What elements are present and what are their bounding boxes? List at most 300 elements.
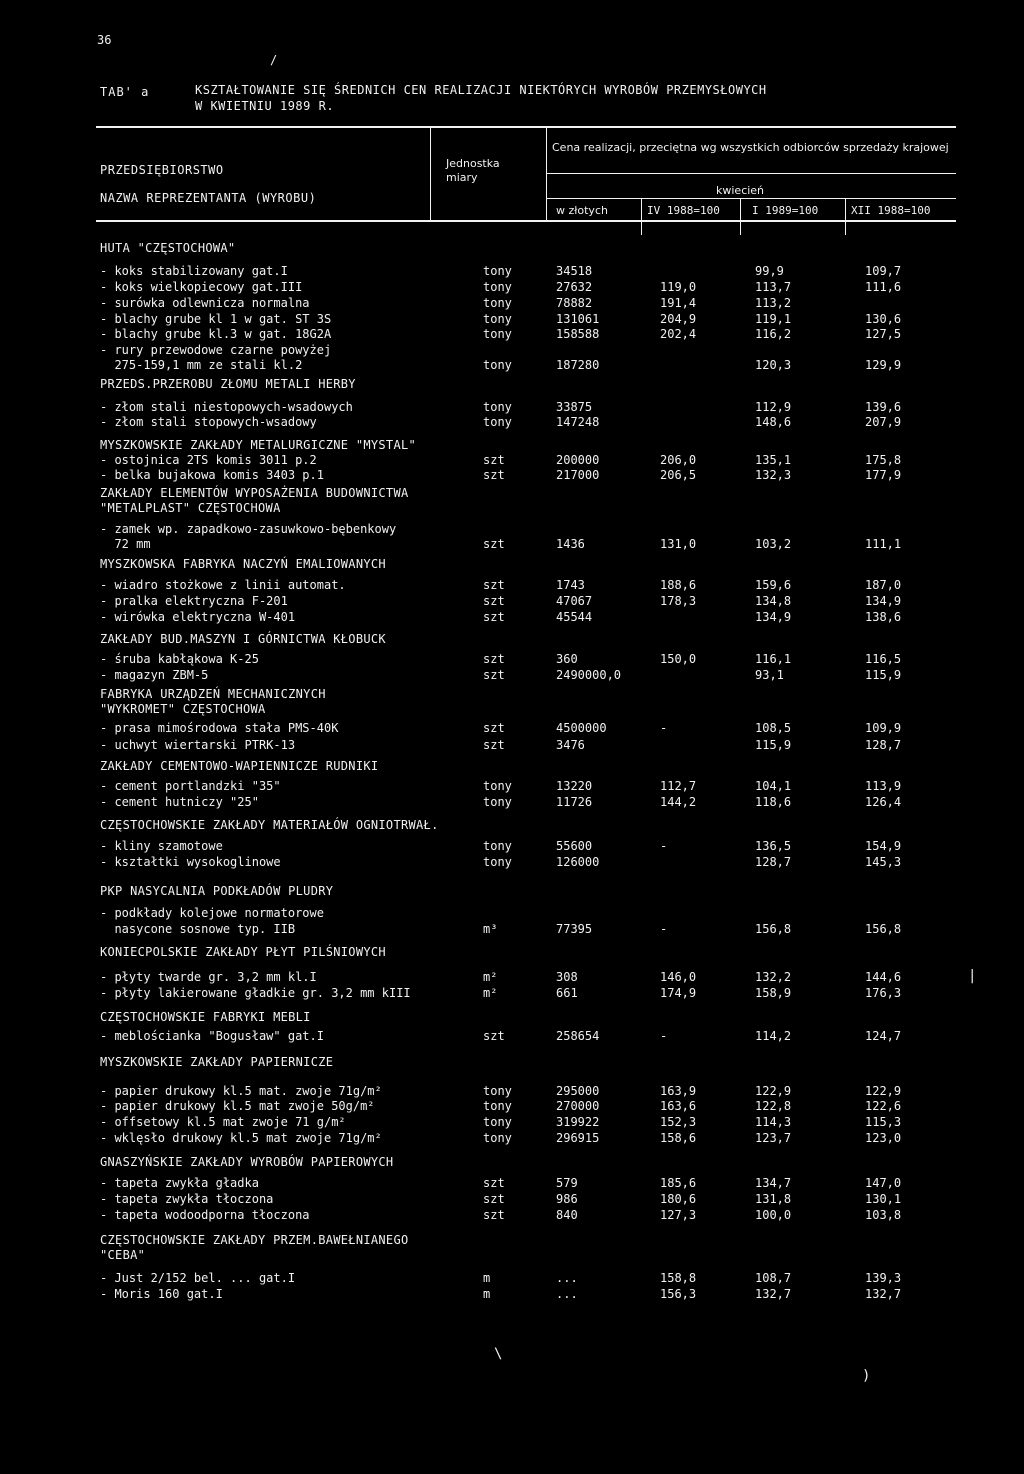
index-xii1988-cell: 115,3 [865, 1115, 902, 1129]
product-name: - koks wielkopiecowy gat.III [100, 280, 303, 294]
price-zl-cell: 27632 [556, 280, 593, 294]
table-row [0, 1207, 1024, 1223]
unit-cell: tony [483, 839, 512, 853]
header-vline-3 [641, 199, 642, 235]
company-group-row [0, 240, 1024, 256]
product-name: - zamek wp. zapadkowo-zasuwkowo-bębenkowy [100, 522, 397, 536]
table-row [0, 720, 1024, 736]
product-name: - kształtki wysokoglinowe [100, 855, 281, 869]
price-zl-cell: 47067 [556, 594, 593, 608]
index-i1989-cell: 132,2 [755, 970, 792, 984]
product-name: - blachy grube kl.3 w gat. 18G2A [100, 327, 332, 341]
index-i1989-cell: 116,2 [755, 327, 792, 341]
company-group-row [0, 758, 1024, 774]
header-vline-5 [845, 199, 846, 235]
table-row [0, 593, 1024, 609]
index-xii1988-cell: 122,9 [865, 1084, 902, 1098]
price-zl-cell: 11726 [556, 795, 593, 809]
index-i1989-cell: 115,9 [755, 738, 792, 752]
company-name: KONIECPOLSKIE ZAKŁADY PŁYT PILŚNIOWYCH [100, 945, 386, 959]
price-zl-cell: ... [556, 1287, 578, 1301]
product-name: - pralka elektryczna F-201 [100, 594, 288, 608]
header-col-2: I 1989=100 [752, 204, 819, 217]
table-row [0, 1098, 1024, 1114]
table-row [0, 921, 1024, 937]
unit-cell: szt [483, 578, 505, 592]
unit-cell: tony [483, 280, 512, 294]
unit-cell: m [483, 1271, 491, 1285]
product-name: - płyty twarde gr. 3,2 mm kl.I [100, 970, 317, 984]
price-zl-cell: 360 [556, 652, 578, 666]
company-name: PRZEDS.PRZEROBU ZŁOMU METALI HERBY [100, 377, 356, 391]
index-xii1988-cell: 109,7 [865, 264, 902, 278]
header-unit: Jednostka miary [446, 157, 500, 184]
index-i1989-cell: 113,2 [755, 296, 792, 310]
index-i1989-cell: 134,8 [755, 594, 792, 608]
index-i1989-cell: 158,9 [755, 986, 792, 1000]
product-name: - offsetowy kl.5 mat zwoje 71 g/m² [100, 1115, 346, 1129]
unit-cell: szt [483, 537, 505, 551]
index-xii1988-cell: 111,1 [865, 537, 902, 551]
scan-mark: | [968, 968, 977, 984]
company-group-row [0, 1154, 1024, 1170]
product-name: - cement portlandzki "35" [100, 779, 281, 793]
unit-cell: szt [483, 668, 505, 682]
product-name: - rury przewodowe czarne powyżej [100, 343, 332, 357]
unit-cell: m [483, 1287, 491, 1301]
table-row [0, 854, 1024, 870]
unit-cell: szt [483, 453, 505, 467]
index-i1989-cell: 108,5 [755, 721, 792, 735]
table-row [0, 521, 1024, 537]
index-iv1988-cell: 163,6 [660, 1099, 697, 1113]
price-zl-cell: 258654 [556, 1029, 600, 1043]
unit-cell: tony [483, 1099, 512, 1113]
price-zl-cell: 840 [556, 1208, 578, 1222]
company-name: ZAKŁADY ELEMENTÓW WYPOSAŻENIA BUDOWNICTWA [100, 486, 409, 500]
table-row [0, 794, 1024, 810]
table-row [0, 609, 1024, 625]
unit-cell: tony [483, 855, 512, 869]
company-group-row [0, 817, 1024, 833]
product-name: - tapeta wodoodporna tłoczona [100, 1208, 310, 1222]
index-xii1988-cell: 138,6 [865, 610, 902, 624]
unit-cell: szt [483, 738, 505, 752]
header-company [100, 162, 316, 218]
index-xii1988-cell: 123,0 [865, 1131, 902, 1145]
table-row [0, 985, 1024, 1001]
table-row [0, 1114, 1024, 1130]
header-vline-1 [430, 128, 431, 220]
unit-cell: tony [483, 779, 512, 793]
index-iv1988-cell: 152,3 [660, 1115, 697, 1129]
index-i1989-cell: 99,9 [755, 264, 784, 278]
index-xii1988-cell: 116,5 [865, 652, 902, 666]
index-iv1988-cell: - [660, 839, 668, 853]
index-i1989-cell: 135,1 [755, 453, 792, 467]
price-zl-cell: 131061 [556, 312, 600, 326]
index-iv1988-cell: 191,4 [660, 296, 697, 310]
product-name: - podkłady kolejowe normatorowe [100, 906, 324, 920]
company-group-row [0, 376, 1024, 392]
index-xii1988-cell: 126,4 [865, 795, 902, 809]
scan-mark: \ [494, 1346, 503, 1362]
index-iv1988-cell: 127,3 [660, 1208, 697, 1222]
index-xii1988-cell: 145,3 [865, 855, 902, 869]
page-number: 36 [97, 33, 112, 47]
index-iv1988-cell: - [660, 721, 668, 735]
index-iv1988-cell: 206,5 [660, 468, 697, 482]
product-name: - magazyn ZBM-5 [100, 668, 209, 682]
company-group-row [0, 556, 1024, 572]
index-iv1988-cell: 204,9 [660, 312, 697, 326]
index-iv1988-cell: 146,0 [660, 970, 697, 984]
index-xii1988-cell: 115,9 [865, 668, 902, 682]
table-row [0, 311, 1024, 327]
table-title-line-2: W KWIETNIU 1989 R. [195, 99, 335, 113]
company-name: MYSZKOWSKIE ZAKŁADY METALURGICZNE "MYSTAL" [100, 438, 417, 452]
index-iv1988-cell: 158,8 [660, 1271, 697, 1285]
company-group-row [0, 485, 1024, 501]
index-i1989-cell: 103,2 [755, 537, 792, 551]
product-name: - złom stali stopowych-wsadowy [100, 415, 317, 429]
table-row [0, 295, 1024, 311]
price-zl-cell: 158588 [556, 327, 600, 341]
index-xii1988-cell: 144,6 [865, 970, 902, 984]
company-name: FABRYKA URZĄDZEŃ MECHANICZNYCH [100, 687, 326, 701]
product-name: 72 mm [100, 537, 151, 551]
index-iv1988-cell: 180,6 [660, 1192, 697, 1206]
unit-cell: tony [483, 400, 512, 414]
table-row [0, 414, 1024, 430]
index-i1989-cell: 122,9 [755, 1084, 792, 1098]
index-xii1988-cell: 130,1 [865, 1192, 902, 1206]
index-xii1988-cell: 122,6 [865, 1099, 902, 1113]
company-name: CZĘSTOCHOWSKIE ZAKŁADY PRZEM.BAWEŁNIANEGO [100, 1233, 409, 1247]
company-group-row [0, 701, 1024, 717]
company-name: PKP NASYCALNIA PODKŁADÓW PLUDRY [100, 884, 334, 898]
price-zl-cell: 77395 [556, 922, 593, 936]
table-row [0, 357, 1024, 373]
unit-cell: szt [483, 1208, 505, 1222]
index-i1989-cell: 134,7 [755, 1176, 792, 1190]
table-row [0, 342, 1024, 358]
price-zl-cell: 579 [556, 1176, 578, 1190]
index-i1989-cell: 136,5 [755, 839, 792, 853]
index-iv1988-cell: 150,0 [660, 652, 697, 666]
index-i1989-cell: 123,7 [755, 1131, 792, 1145]
table-row [0, 778, 1024, 794]
company-group-row [0, 944, 1024, 960]
price-zl-cell: 126000 [556, 855, 600, 869]
table-row [0, 279, 1024, 295]
index-xii1988-cell: 156,8 [865, 922, 902, 936]
index-i1989-cell: 120,3 [755, 358, 792, 372]
table-row [0, 326, 1024, 342]
product-name: - koks stabilizowany gat.I [100, 264, 288, 278]
company-name: HUTA "CZĘSTOCHOWA" [100, 241, 236, 255]
product-name: - złom stali niestopowych-wsadowych [100, 400, 353, 414]
table-row [0, 969, 1024, 985]
index-i1989-cell: 100,0 [755, 1208, 792, 1222]
unit-cell: szt [483, 594, 505, 608]
price-zl-cell: 4500000 [556, 721, 607, 735]
index-i1989-cell: 118,6 [755, 795, 792, 809]
index-xii1988-cell: 111,6 [865, 280, 902, 294]
price-zl-cell: 986 [556, 1192, 578, 1206]
company-group-row [0, 1009, 1024, 1025]
table-row [0, 667, 1024, 683]
index-i1989-cell: 114,3 [755, 1115, 792, 1129]
index-i1989-cell: 113,7 [755, 280, 792, 294]
unit-cell: tony [483, 415, 512, 429]
stray-mark: / [270, 53, 278, 67]
product-name: - wklęsło drukowy kl.5 mat zwoje 71g/m² [100, 1131, 382, 1145]
product-name: - Just 2/152 bel. ... gat.I [100, 1271, 296, 1285]
index-xii1988-cell: 139,3 [865, 1271, 902, 1285]
index-xii1988-cell: 147,0 [865, 1176, 902, 1190]
index-i1989-cell: 93,1 [755, 668, 784, 682]
index-i1989-cell: 114,2 [755, 1029, 792, 1043]
header-top-rule [96, 126, 956, 128]
product-name: - papier drukowy kl.5 mat. zwoje 71g/m² [100, 1084, 382, 1098]
header-col-1: IV 1988=100 [647, 204, 720, 217]
unit-cell: tony [483, 795, 512, 809]
unit-cell: m³ [483, 922, 498, 936]
table-row [0, 1270, 1024, 1286]
index-xii1988-cell: 207,9 [865, 415, 902, 429]
price-zl-cell: 13220 [556, 779, 593, 793]
price-zl-cell: ... [556, 1271, 578, 1285]
header-vline-4 [740, 199, 741, 235]
product-name: - wiadro stożkowe z linii automat. [100, 578, 346, 592]
table-row [0, 651, 1024, 667]
company-group-row [0, 1247, 1024, 1263]
unit-cell: szt [483, 1176, 505, 1190]
unit-cell: tony [483, 327, 512, 341]
company-name: "CEBA" [100, 1248, 146, 1262]
company-name: MYSZKOWSKIE ZAKŁADY PAPIERNICZE [100, 1055, 334, 1069]
product-name: - prasa mimośrodowa stała PMS-40K [100, 721, 339, 735]
index-xii1988-cell: 177,9 [865, 468, 902, 482]
table-row [0, 1191, 1024, 1207]
unit-cell: tony [483, 1131, 512, 1145]
index-xii1988-cell: 109,9 [865, 721, 902, 735]
index-xii1988-cell: 187,0 [865, 578, 902, 592]
index-iv1988-cell: 174,9 [660, 986, 697, 1000]
table-row [0, 1028, 1024, 1044]
index-iv1988-cell: 188,6 [660, 578, 697, 592]
index-xii1988-cell: 134,9 [865, 594, 902, 608]
index-i1989-cell: 108,7 [755, 1271, 792, 1285]
table-row [0, 577, 1024, 593]
header-vline-2 [546, 128, 547, 220]
unit-cell: tony [483, 312, 512, 326]
table-row [0, 905, 1024, 921]
header-bottom-rule [96, 220, 956, 222]
product-name: - uchwyt wiertarski PTRK-13 [100, 738, 296, 752]
product-name: - meblościanka "Bogusław" gat.I [100, 1029, 324, 1043]
price-zl-cell: 45544 [556, 610, 593, 624]
index-xii1988-cell: 124,7 [865, 1029, 902, 1043]
table-row [0, 1130, 1024, 1146]
header-mid-rule [546, 173, 956, 174]
product-name: - ostojnica 2TS komis 3011 p.2 [100, 453, 317, 467]
index-iv1988-cell: 206,0 [660, 453, 697, 467]
company-group-row [0, 631, 1024, 647]
company-name: CZĘSTOCHOWSKIE FABRYKI MEBLI [100, 1010, 311, 1024]
table-row [0, 536, 1024, 552]
index-i1989-cell: 128,7 [755, 855, 792, 869]
company-name: ZAKŁADY CEMENTOWO-WAPIENNICZE RUDNIKI [100, 759, 379, 773]
table-row [0, 467, 1024, 483]
index-i1989-cell: 112,9 [755, 400, 792, 414]
company-name: GNASZYŃSKIE ZAKŁADY WYROBÓW PAPIEROWYCH [100, 1155, 394, 1169]
index-xii1988-cell: 176,3 [865, 986, 902, 1000]
product-name: 275-159,1 mm ze stali kl.2 [100, 358, 303, 372]
index-xii1988-cell: 154,9 [865, 839, 902, 853]
company-name: "METALPLAST" CZĘSTOCHOWA [100, 501, 281, 515]
table-title-line-1: KSZTAŁTOWANIE SIĘ ŚREDNICH CEN REALIZACJI NIEKTÓRYCH WYROBÓW PRZEMYSŁOWYCH [195, 83, 767, 97]
unit-cell: m² [483, 986, 498, 1000]
price-zl-cell: 1743 [556, 578, 585, 592]
company-group-row [0, 1054, 1024, 1070]
table-row [0, 737, 1024, 753]
price-zl-cell: 319922 [556, 1115, 600, 1129]
price-zl-cell: 33875 [556, 400, 593, 414]
table-row [0, 452, 1024, 468]
unit-cell: m² [483, 970, 498, 984]
product-name: - wirówka elektryczna W-401 [100, 610, 296, 624]
index-iv1988-cell: 158,6 [660, 1131, 697, 1145]
product-name: nasycone sosnowe typ. IIB [100, 922, 296, 936]
unit-cell: tony [483, 358, 512, 372]
price-zl-cell: 55600 [556, 839, 593, 853]
price-zl-cell: 34518 [556, 264, 593, 278]
header-company-label: PRZEDSIĘBIORSTWO [100, 163, 224, 177]
index-xii1988-cell: 130,6 [865, 312, 902, 326]
index-xii1988-cell: 132,7 [865, 1287, 902, 1301]
company-group-row [0, 500, 1024, 516]
company-group-row [0, 1232, 1024, 1248]
price-zl-cell: 78882 [556, 296, 593, 310]
company-group-row [0, 686, 1024, 702]
index-xii1988-cell: 103,8 [865, 1208, 902, 1222]
price-zl-cell: 147248 [556, 415, 600, 429]
product-name: - tapeta zwykła tłoczona [100, 1192, 274, 1206]
product-name: - belka bujakowa komis 3403 p.1 [100, 468, 324, 482]
index-xii1988-cell: 129,9 [865, 358, 902, 372]
unit-cell: szt [483, 1192, 505, 1206]
index-iv1988-cell: 119,0 [660, 280, 697, 294]
index-i1989-cell: 116,1 [755, 652, 792, 666]
company-group-row [0, 437, 1024, 453]
product-name: - surówka odlewnicza normalna [100, 296, 310, 310]
index-iv1988-cell: 202,4 [660, 327, 697, 341]
index-iv1988-cell: 144,2 [660, 795, 697, 809]
index-xii1988-cell: 128,7 [865, 738, 902, 752]
index-iv1988-cell: - [660, 1029, 668, 1043]
index-i1989-cell: 156,8 [755, 922, 792, 936]
product-name: - Moris 160 gat.I [100, 1287, 223, 1301]
price-zl-cell: 187280 [556, 358, 600, 372]
price-zl-cell: 661 [556, 986, 578, 1000]
index-i1989-cell: 119,1 [755, 312, 792, 326]
unit-cell: tony [483, 264, 512, 278]
table-row [0, 838, 1024, 854]
index-iv1988-cell: 185,6 [660, 1176, 697, 1190]
company-group-row [0, 883, 1024, 899]
product-name: - płyty lakierowane gładkie gr. 3,2 mm kIII [100, 986, 411, 1000]
company-name: CZĘSTOCHOWSKIE ZAKŁADY MATERIAŁÓW OGNIOTRWAŁ. [100, 818, 439, 832]
index-i1989-cell: 122,8 [755, 1099, 792, 1113]
price-zl-cell: 2490000,0 [556, 668, 622, 682]
table-row [0, 399, 1024, 415]
table-row [0, 1286, 1024, 1302]
company-name: MYSZKOWSKA FABRYKA NACZYŃ EMALIOWANYCH [100, 557, 386, 571]
unit-cell: szt [483, 468, 505, 482]
price-zl-cell: 296915 [556, 1131, 600, 1145]
unit-cell: szt [483, 610, 505, 624]
product-name: - papier drukowy kl.5 mat zwoje 50g/m² [100, 1099, 375, 1113]
product-name: - cement hutniczy "25" [100, 795, 259, 809]
unit-cell: tony [483, 1115, 512, 1129]
price-zl-cell: 200000 [556, 453, 600, 467]
unit-cell: szt [483, 721, 505, 735]
product-name: - kliny szamotowe [100, 839, 223, 853]
header-col-zl: w złotych [556, 204, 608, 217]
index-i1989-cell: 132,7 [755, 1287, 792, 1301]
index-i1989-cell: 148,6 [755, 415, 792, 429]
unit-cell: tony [483, 1084, 512, 1098]
table-row [0, 263, 1024, 279]
table-label: TAB' a [100, 85, 150, 99]
price-zl-cell: 308 [556, 970, 578, 984]
index-iv1988-cell: 112,7 [660, 779, 697, 793]
index-iv1988-cell: 156,3 [660, 1287, 697, 1301]
price-zl-cell: 217000 [556, 468, 600, 482]
scan-mark: ) [862, 1368, 871, 1384]
index-xii1988-cell: 175,8 [865, 453, 902, 467]
product-name: - tapeta zwykła gładka [100, 1176, 259, 1190]
company-name: "WYKROMET" CZĘSTOCHOWA [100, 702, 266, 716]
header-month: kwiecień [716, 184, 765, 197]
unit-cell: szt [483, 652, 505, 666]
index-i1989-cell: 104,1 [755, 779, 792, 793]
price-zl-cell: 3476 [556, 738, 585, 752]
index-xii1988-cell: 113,9 [865, 779, 902, 793]
table-title [195, 82, 895, 114]
table-row [0, 1175, 1024, 1191]
index-i1989-cell: 159,6 [755, 578, 792, 592]
index-iv1988-cell: 163,9 [660, 1084, 697, 1098]
header-product-label: NAZWA REPREZENTANTA (WYROBU) [100, 191, 317, 205]
index-i1989-cell: 132,3 [755, 468, 792, 482]
index-xii1988-cell: 127,5 [865, 327, 902, 341]
price-zl-cell: 295000 [556, 1084, 600, 1098]
index-iv1988-cell: - [660, 922, 668, 936]
index-i1989-cell: 131,8 [755, 1192, 792, 1206]
header-price-title: Cena realizacji, przeciętna wg wszystkich odbiorców sprzedaży krajowej [552, 141, 949, 154]
header-col-3: XII 1988=100 [851, 204, 931, 217]
unit-cell: tony [483, 296, 512, 310]
company-name: ZAKŁADY BUD.MASZYN I GÓRNICTWA KŁOBUCK [100, 632, 386, 646]
index-xii1988-cell: 139,6 [865, 400, 902, 414]
product-name: - śruba kabłąkowa K-25 [100, 652, 259, 666]
product-name: - blachy grube kl 1 w gat. ST 3S [100, 312, 332, 326]
index-i1989-cell: 134,9 [755, 610, 792, 624]
index-iv1988-cell: 131,0 [660, 537, 697, 551]
